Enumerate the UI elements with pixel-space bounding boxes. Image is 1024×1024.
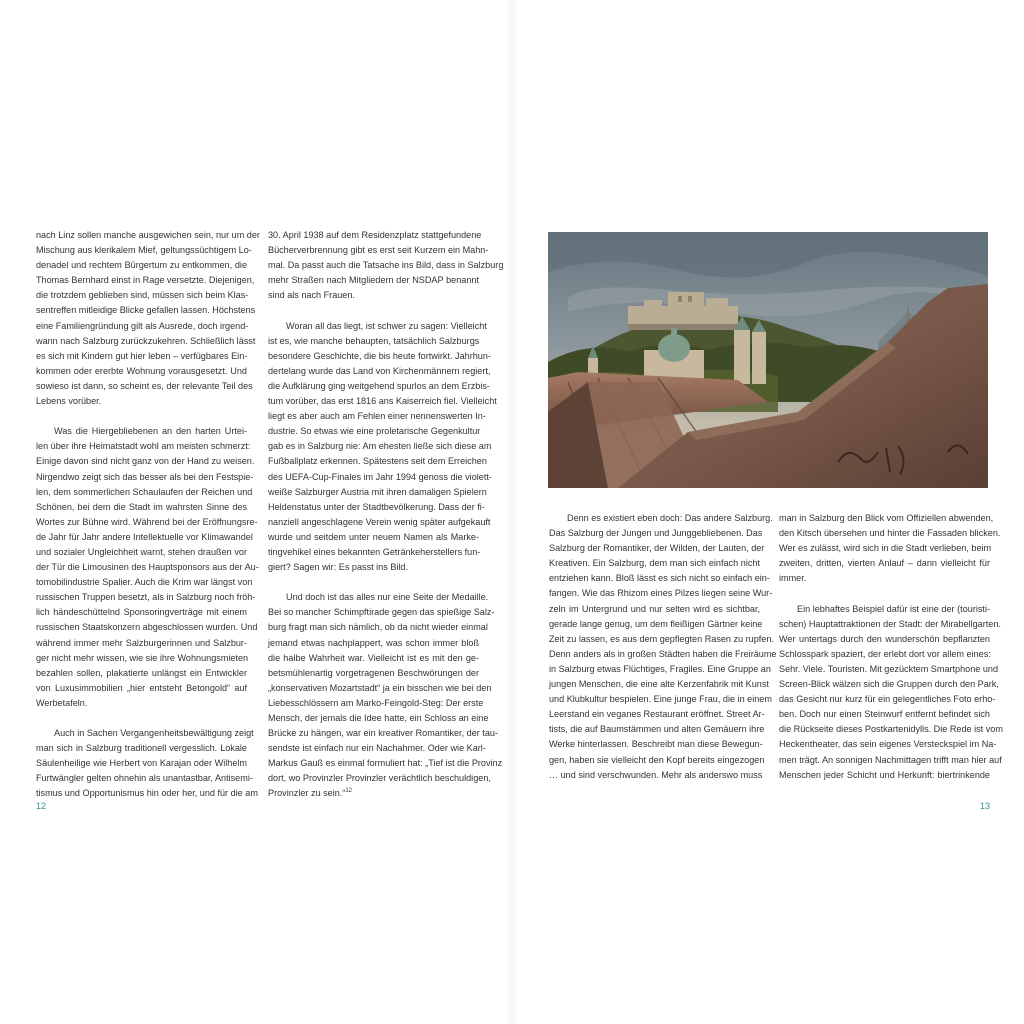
text-line: Menschen jeder Schicht und Herkunft: biertrinkende <box>779 769 990 780</box>
text-line: dertelang wurde das Land von Kirchenmännern regiert, <box>268 365 491 376</box>
text-line: len, dem sommerlichen Schaulaufen der Reichen und <box>36 486 253 497</box>
text-line: des UEFA-Cup-Finales im Jahr 1994 genoss die violett- <box>268 471 492 482</box>
text-line: ist es, wie manche behaupten, tatsächlich Salzburgs <box>268 335 480 346</box>
paragraph <box>549 511 777 783</box>
text-line: Mischung aus klerikalem Mief, geltungssüchtigem Lo- <box>36 245 252 256</box>
text-line: fangen. Wie das Rhizom eines Pilzes liegen seine Wur- <box>549 588 773 599</box>
text-line: Werbetafeln. <box>36 697 88 708</box>
text-line: Denn anders als in großen Städten haben die Freiräume <box>549 648 777 659</box>
text-line: Schlosspark spaziert, der erlebt dort vor allem eines: <box>779 648 991 659</box>
text-line: Thomas Bernhard einst in Rage versetzte. Diejenigen, <box>36 275 255 286</box>
text-line: Wer untertags durch den wunderschön bepflanzten <box>779 633 990 644</box>
text-line: besondere Geschichte, die bis heute fortwirkt. Jahrhun- <box>268 350 491 361</box>
text-line: Markus Gauß es einmal formuliert hat: „Tief ist die Provinz <box>268 758 503 769</box>
paragraph-gap <box>268 303 479 318</box>
text-line: len über ihre Heimatstadt wohl am meisten schmerzt: <box>36 441 251 452</box>
text-line: Und doch ist das alles nur eine Seite der Medaille. <box>286 592 489 603</box>
text-line: mehr Straßen nach Mitgliedern der NSDAP benannt <box>268 275 479 286</box>
text-line: russischen Truppen besetzt, als in Salzburg noch fröh- <box>36 592 256 603</box>
text-line: liegt es aber auch am Fehlen einer nennenswerten In- <box>268 411 486 422</box>
text-line: Ein lebhaftes Beispiel dafür ist eine der (touristi- <box>797 603 990 614</box>
text-line: Screen-Blick wälzen sich die Gruppen durch den Park, <box>779 679 999 690</box>
text-line: … und sind verschwunden. Mehr als anderswo muss <box>549 769 763 780</box>
text-line: Was die Hiergebliebenen an den harten Urtei- <box>54 426 247 437</box>
paragraph-gap <box>779 586 990 601</box>
text-line: gerade lange genug, um dem fleißigen Gärtner keine <box>549 618 763 629</box>
text-line: kommen oder ererbte Wohnung vorausgesetzt. Und <box>36 365 247 376</box>
text-line: mal. Da passt auch die Tatsache ins Bild, dass in Salzburg <box>268 260 504 271</box>
text-line: Provinzler zu sein.“$^{12}$ <box>268 788 353 799</box>
text-line: burg fragt man sich nämlich, ob da nicht wieder einmal <box>268 622 488 633</box>
text-column-4 <box>779 511 1003 783</box>
text-line: jemand etwas nachplappert, was schon immer bloß <box>268 637 479 648</box>
text-line: und sozialer Ungleichheit warnt, stehen draußen vor <box>36 546 247 557</box>
text-line: die trotzdem geblieben sind, müssen sich beim Klas- <box>36 290 249 301</box>
page-number-left: 12 <box>36 801 47 811</box>
text-line: sentreffen mitleidige Blicke gefallen lassen. Höchstens <box>36 305 256 316</box>
text-line: Mensch, der jemals die Idee hatte, ein Schloss an eine <box>268 713 489 723</box>
text-line: Kreativen. Ein Salzburg, dem man sich einfach nicht <box>549 558 760 569</box>
text-line: sendste ist einfach nur ein Nachahmer. Oder wie Karl- <box>268 743 486 754</box>
text-line: Brücke zu hängen, war ein kreativer Romantiker, der tau- <box>268 728 498 739</box>
text-line: bezahlen sollen, plakatierte unlängst ein Entwickler <box>36 667 247 678</box>
text-line: Bei so mancher Schimpftirade gegen das spießige Salz- <box>268 607 495 618</box>
text-line: russischen Staatskonzern abgeschlossen wurden. Und <box>36 622 258 633</box>
text-line: Zeit zu lassen, es aus dem gepflegten Rasen zu rupfen. <box>549 633 774 644</box>
text-column-3 <box>549 511 777 783</box>
text-line: denadel und rechtem Bürgertum zu entkommen, die <box>36 260 247 271</box>
text-line: Fußballplatz erkennen. Spätestens seit dem Erreichen <box>268 456 487 467</box>
text-line: Furtwängler gelten ohnehin als unantastbar, Antisemi- <box>36 773 253 784</box>
paragraph <box>779 602 1003 783</box>
text-line: tists, die auf Baumstämmen und alten Gemäuern ihre <box>549 724 765 735</box>
text-line: den Kitsch übersehen und hinter die Fassaden blicken. <box>779 528 1001 539</box>
text-line: Auch in Sachen Vergangenheitsbewältigung zeigt <box>54 728 254 739</box>
text-line: zeln im Untergrund und nur selten wird es sichtbar, <box>549 603 760 614</box>
text-column-1 <box>36 228 260 802</box>
paragraph-gap <box>268 575 479 590</box>
text-line: und Klubkultur bespielen. Eine junge Frau, die in einem <box>549 694 772 705</box>
text-line: eine Familiengründung gilt als Ausrede, doch irgend- <box>36 320 249 331</box>
text-line: nach Linz sollen manche ausgewichen sein, nur um der <box>36 230 260 240</box>
text-line: Denn es existiert eben doch: Das andere Salzburg. <box>567 513 773 523</box>
text-line: Wortes zur Bühne wird. Während bei der Eröffnungsre- <box>36 516 258 527</box>
text-line: 30. April 1938 auf dem Residenzplatz stattgefundene <box>268 230 482 240</box>
page-number-right: 13 <box>980 801 991 811</box>
text-column-2 <box>268 228 504 802</box>
text-line: giert? Sagen wir: Es passt ins Bild. <box>268 562 409 573</box>
text-line: wurde und seitdem unter neuem Namen als Marke- <box>268 531 479 542</box>
text-line: tismus und Opportunismus hin oder her, und für die am <box>36 788 258 799</box>
text-line: in Salzburg etwas Flüchtiges, Fragiles. Eine Gruppe an <box>549 663 771 674</box>
text-line: Einige davon sind nicht ganz von der Hand zu weisen. <box>36 456 255 467</box>
salzburg-photo <box>548 232 988 488</box>
text-line: lich händeschüttelnd Sponsoringverträge mit einem <box>36 607 247 618</box>
text-line: sowieso ist dann, so scheint es, der relevante Teil des <box>36 380 253 391</box>
text-line: während immer mehr Salzburgerinnen und Salzbur- <box>36 637 247 648</box>
text-line: Das Salzburg der Jungen und Junggebliebenen. Das <box>549 528 763 539</box>
text-line: „konservativen Mozartstadt“ ja ein bisschen wie bei den <box>268 682 492 693</box>
text-line: entziehen kann. Bloß lässt es sich nicht so einfach ein- <box>549 573 770 584</box>
footnote-marker[interactable]: 12 <box>345 788 353 795</box>
text-line: jungen Menschen, die eine alte Kerzenfabrik mit Kunst <box>549 679 769 690</box>
text-line: sind als nach Frauen. <box>268 290 355 301</box>
text-line: Wer es zulässt, wird sich in die Stadt verlieben, beim <box>779 543 992 554</box>
text-line: Woran all das liegt, ist schwer zu sagen: Vielleicht <box>286 320 487 331</box>
text-line: es sich mit Kindern gut hier leben – verfügbares Ein- <box>36 350 248 361</box>
text-line: immer. <box>779 573 807 584</box>
paragraph-gap <box>36 711 247 726</box>
text-line: der Tür die Limousinen des Hauptsponsors aus der Au- <box>36 562 259 573</box>
text-line: ger nicht mehr wissen, wie sie ihre Wohnungsmieten <box>36 652 249 663</box>
text-line: das Gesicht nur kurz für ein gelegentliches Foto erho- <box>779 694 996 705</box>
text-line: men trägt. An sonnigen Nachmittagen trifft man hier auf <box>779 754 1002 765</box>
text-line: Säulenheilige wie Herbert von Karajan oder Wilhelm <box>36 758 247 769</box>
text-line: Bücherverbrennung gibt es erst seit Kurzem ein Mahn- <box>268 245 489 256</box>
paragraph <box>268 590 503 801</box>
text-line: weiße Salzburger Austria mit ihren damaligen Spielern <box>268 486 487 497</box>
text-line: die halbe Wahrheit war. Vielleicht ist es mit den ge- <box>268 652 479 663</box>
text-line: Heckentheater, das sein eigenes Versteckspiel im Na- <box>779 739 997 750</box>
paragraph <box>36 228 260 409</box>
text-line: nanziell angeschlagene Verein wenig später aufgekauft <box>268 516 491 527</box>
text-line: Liebesschlössern am Marko-Feingold-Steg: Der erste <box>268 697 484 708</box>
paragraph <box>779 511 1001 586</box>
text-line: Schönen, bei dem die Stadt im wahrsten Sinne des <box>36 501 247 512</box>
text-line: Sehr. Viele. Touristen. Mit gezücktem Smartphone und <box>779 663 999 674</box>
text-line: die Rückseite dieses Postkartenidylls. Die Rede ist vom <box>779 724 1003 735</box>
text-line: zweiten, dritten, vierten Anlauf – dann vielleicht für <box>779 558 990 569</box>
paragraph-gap <box>36 409 247 424</box>
text-line: von Luxusimmobilien „hier entsteht Betongold“ auf <box>36 682 247 693</box>
text-line: man in Salzburg den Blick vom Offiziellen abwenden, <box>779 513 994 523</box>
paragraph <box>36 726 258 801</box>
text-line: ben. Doch nur einen Steinwurf entfernt befindet sich <box>779 709 990 720</box>
text-line: Nirgendwo zeigt sich das besser als bei den Festspie- <box>36 471 254 482</box>
text-line: gab es in Salzburg nie: Am ehesten ließe sich diese am <box>268 441 492 452</box>
text-line: betsmühlenartig vorgetragenen Beschwörungen der <box>268 667 479 678</box>
text-line: man sich in Salzburg traditionell vergesslich. Lokale <box>36 743 247 754</box>
text-line: tum vorüber, das erst 1816 ans Kaiserreich fiel. Vielleicht <box>268 396 497 407</box>
text-line: Lebens vorüber. <box>36 396 102 407</box>
paragraph <box>268 319 497 576</box>
text-line: dustrie. So etwas wie eine proletarische Gegenkultur <box>268 426 481 437</box>
text-line: gen, haben sie vielleicht den Kopf bereits eingezogen <box>549 754 765 765</box>
text-line: Salzburg der Romantiker, der Wilden, der Lauten, der <box>549 543 765 554</box>
text-line: tomobilindustrie Spalier. Auch die Krim war längst von <box>36 577 253 588</box>
text-line: tingvehikel eines bekannten Getränkeherstellers fun- <box>268 546 481 557</box>
paragraph <box>268 228 504 303</box>
text-line: Werke hinterlassen. Beschreibt man diese Bewegun- <box>549 739 763 750</box>
text-line: schen) Hauptattraktionen der Stadt: der Mirabellgarten. <box>779 618 1001 629</box>
text-line: dort, wo Provinzler Provinzler verächtlich beschuldigen, <box>268 773 491 784</box>
text-line: die Aufklärung ging weitgehend spurlos an dem Erzbis- <box>268 380 490 391</box>
text-line: Leerstand ein veganes Restaurant eröffnet. Street Ar- <box>549 709 765 720</box>
text-line: Heldenstatus unter der Stadtbevölkerung. Dass der fi- <box>268 501 485 512</box>
paragraph <box>36 424 259 711</box>
text-line: wann nach Salzburg zurückzukehren. Schließlich lässt <box>36 335 256 346</box>
text-line: de Jahr für Jahr andere Intellektuelle vor Klimawandel <box>36 531 253 542</box>
